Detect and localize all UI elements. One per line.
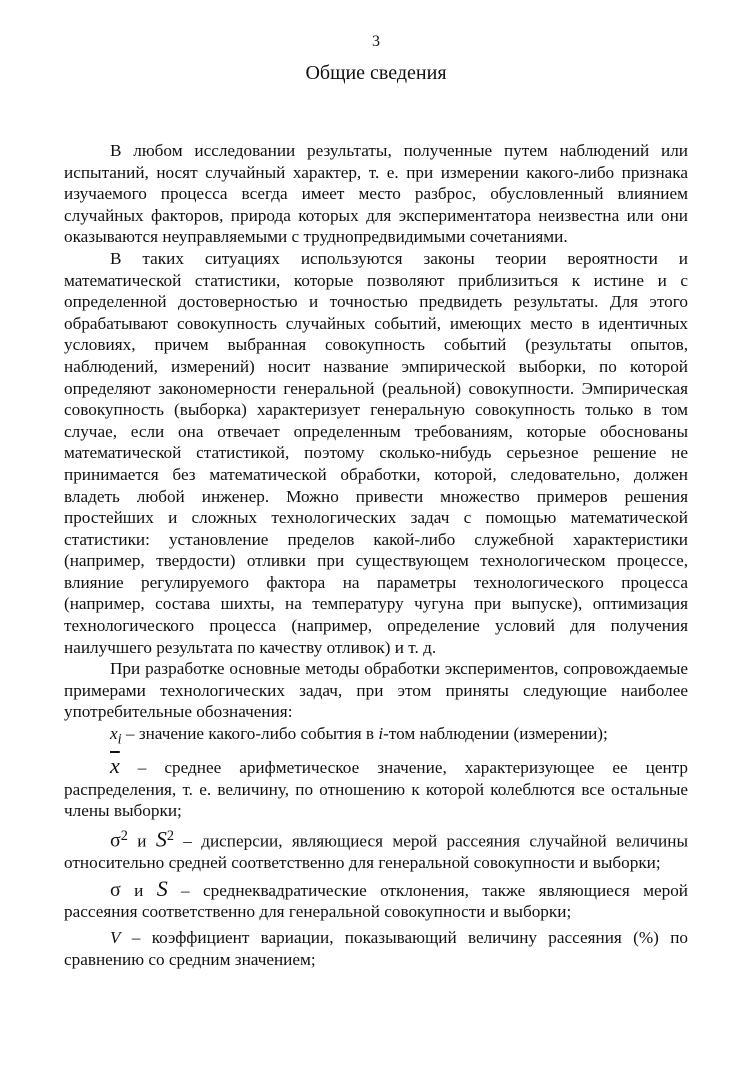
definition-text: – среднеквадратические отклонения, также являющиеся мерой рассеяния соответственно для генеральной совокупности и выборки; <box>64 880 689 922</box>
symbol-i: i <box>378 724 384 744</box>
symbol-x: x <box>110 724 118 744</box>
definition-mean <box>64 755 688 822</box>
definition-std-dev <box>64 875 689 923</box>
symbol-sigma: σ <box>110 829 121 852</box>
paragraph-intro: В любом исследовании результаты, полученные путем наблюдений или испытаний, носят случайный характер, т. е. при измерении какого-либо признака изучаемого процесса всегда имеет место разброс, обусловленный влиянием случайных факторов, природа которых для экспериментатора неизвестна или они оказываются неуправляемыми с труднопредвидимыми сочетаниями. <box>64 141 688 247</box>
paragraph-notation-intro: При разработке основные методы обработки экспериментов, сопровождаемые примерами технологических задач, при этом приняты следующие наиболее употребительные обозначения: <box>64 659 688 722</box>
symbol-superscript: 2 <box>120 827 128 844</box>
definition-text: – коэффициент вариации, показывающий величину рассеяния (%) по сравнению со средним значением; <box>64 927 688 969</box>
definition-and: и <box>120 880 157 900</box>
definition-variation <box>64 927 688 970</box>
symbol-s: S <box>156 875 168 901</box>
definition-and: и <box>127 831 156 851</box>
symbol-sigma: σ <box>110 878 121 901</box>
body-text <box>64 140 688 723</box>
definition-variance <box>64 826 688 874</box>
definition-text: – среднее арифметическое значение, характеризующее ее центр распределения, т. е. величину, по отношению к которой колеблются все остальные члены выборки; <box>64 758 688 821</box>
definition-xi <box>64 723 688 751</box>
definition-text: – значение какого-либо события в <box>121 724 379 744</box>
symbol-superscript: 2 <box>166 827 174 844</box>
symbol-s: S <box>155 826 167 852</box>
definitions-list <box>64 723 688 970</box>
symbol-subscript-i: i <box>117 731 122 748</box>
symbol-v: V <box>110 927 121 947</box>
page-number: 3 <box>372 33 380 50</box>
definition-text: – дисперсии, являющиеся мерой рассеяния случайной величины относительно средней соответственно для генеральной совокупности и выборки; <box>64 831 688 873</box>
definition-text: -том наблюдении (измерении); <box>383 724 608 744</box>
symbol-x-bar: $\overline{x}$ <box>110 753 120 779</box>
page-title: Общие сведения <box>305 62 447 84</box>
paragraph-statistics: В таких ситуациях используются законы теории вероятности и математической статистики, которые позволяют приблизиться к истине и с определенной достоверностью и точностью предвидеть результаты. Для этого обрабатывают совокупность случайных событий, имеющих место в идентичных условиях, причем выбранная совокупность событий (результаты опытов, наблюдений, измерений) носит название эмпирической выборки, по которой определяют закономерности генеральной (реальной) совокупности. Эмпирическая совокупность (выборка) характеризует генеральную совокупность только в том случае, если она отвечает определенным требованиям, которые обоснованы математической статистикой, поэтому сколько-нибудь серьезное решение не принимается без математической обработки, которой, следовательно, должен владеть любой инженер. Можно привести множество примеров решения простейших и сложных технологических задач с помощью математической статистики: установление пределов какой-либо служебной характеристики (например, твердости) отливки при существующем технологическом процессе, влияние регулируемого фактора на параметры технологического процесса (например, состава шихты, на температуру чугуна при выпуске), оптимизация технологического процесса (например, определение условий для получения наилучшего результата по качеству отливок) и т. д. <box>64 248 688 657</box>
